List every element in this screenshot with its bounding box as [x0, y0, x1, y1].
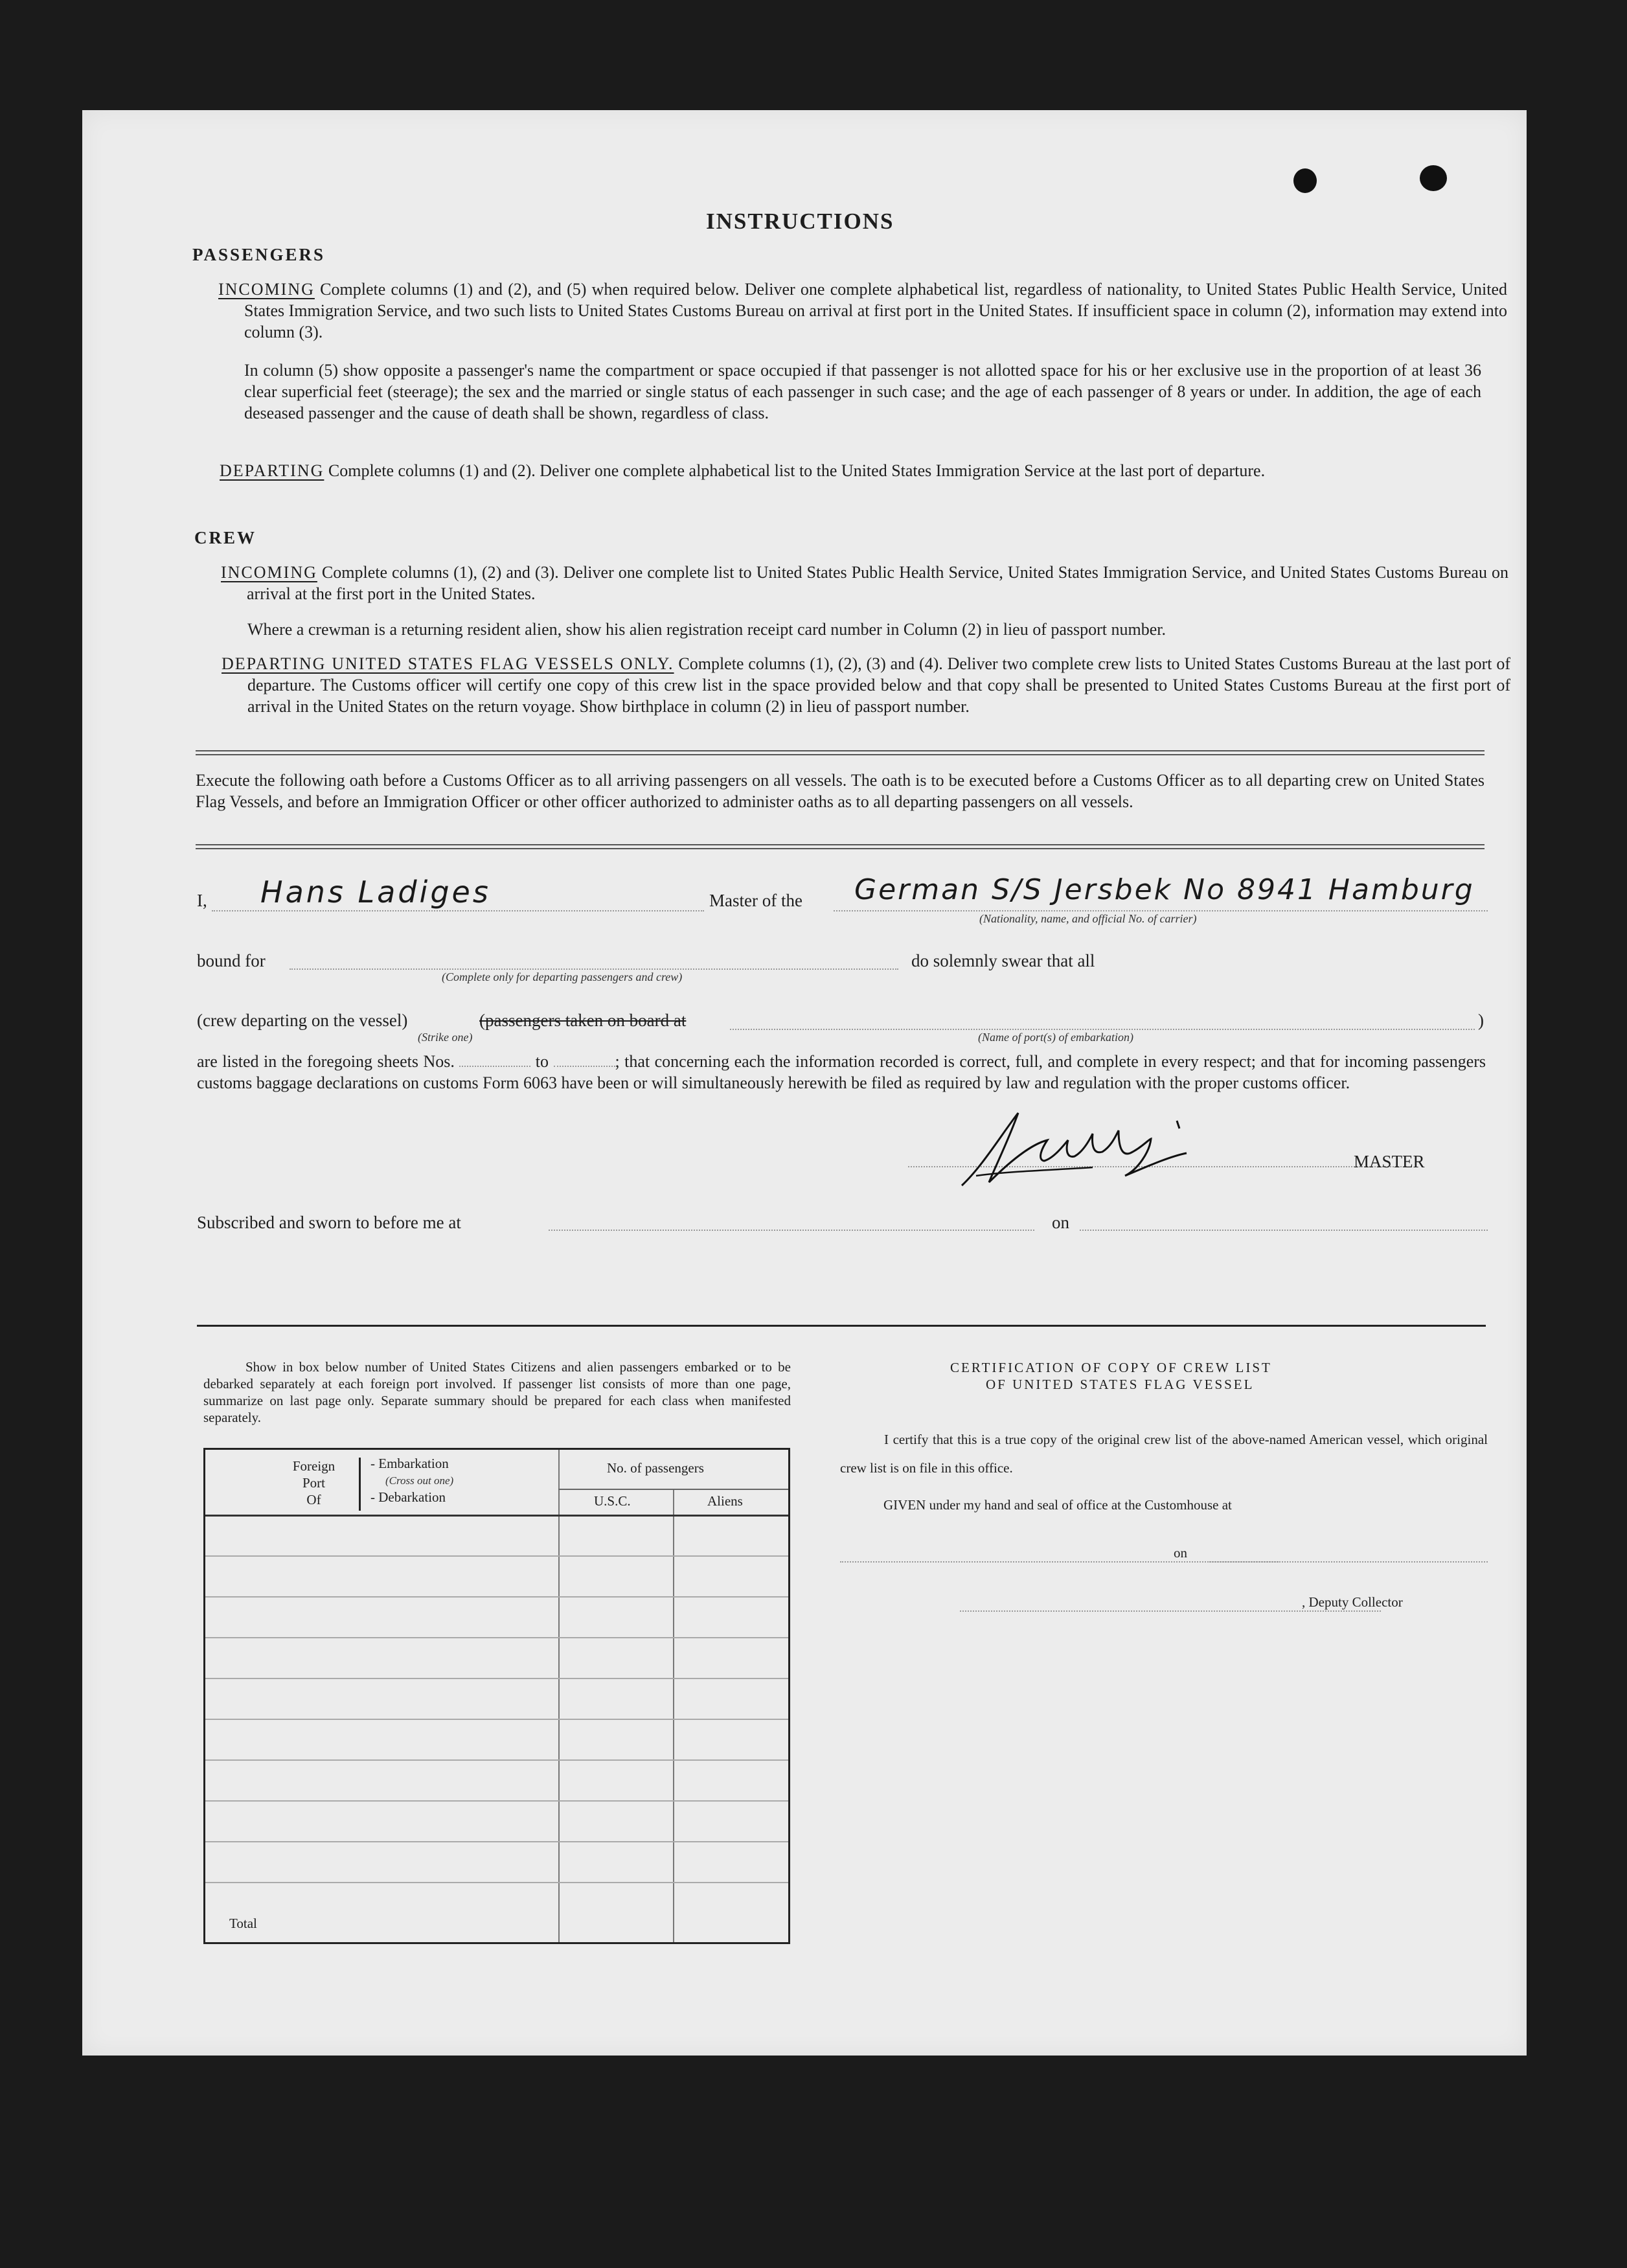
oath-listed-paragraph: [197, 1051, 1486, 1094]
summary-row: [205, 1719, 788, 1720]
total-label: Total: [229, 1916, 257, 1931]
aliens-column-header: Aliens: [707, 1493, 743, 1509]
of-word: Of: [306, 1492, 321, 1507]
summary-row: [205, 1759, 788, 1761]
swear-label: do solemnly swear that all: [911, 951, 1095, 970]
section-divider: [197, 1325, 1486, 1327]
passengers-departing-label: DEPARTING: [220, 461, 324, 480]
foreign-word: Foreign: [292, 1458, 336, 1474]
signature-svg: [957, 1095, 1203, 1192]
embarkation-ports-line: [730, 1029, 1475, 1030]
divider-double-1: [196, 750, 1485, 755]
summary-instructions: Show in box below number of United States Citizens and alien passengers embarked or to be debarked separately at each foreign port involved. If passenger list consists of more than one page, summarize on last page only. Separate summary should be prepared for each class when manifested separately.: [203, 1359, 791, 1425]
master-name-handwritten: Hans Ladiges: [260, 875, 491, 910]
passengers-option-struck: (passengers taken on board at: [479, 1011, 687, 1030]
summary-row: [205, 1555, 788, 1557]
summary-col-divider-2: [673, 1489, 674, 1942]
bound-for-label: bound for: [197, 951, 266, 970]
summary-row: [205, 1800, 788, 1802]
summary-table: [203, 1448, 790, 1944]
crew-departing-option: (crew departing on the vessel): [197, 1011, 408, 1030]
sworn-place-line: [549, 1230, 1034, 1231]
summary-row: [205, 1596, 788, 1598]
summary-row: [205, 1678, 788, 1679]
crew-heading: CREW: [194, 528, 257, 547]
vessel-line: [834, 910, 1488, 911]
passengers-departing-paragraph: [220, 460, 1507, 481]
ports-caption: (Name of port(s) of embarkation): [978, 1031, 1133, 1044]
passengers-departing-text: Complete columns (1) and (2). Deliver one complete alphabetical list to the United States Immigration Service at the last port of departure.: [328, 461, 1266, 480]
passengers-incoming-label: INCOMING: [218, 280, 315, 299]
punch-hole-left: [1293, 168, 1317, 193]
master-signature: [957, 1095, 1203, 1192]
crew-resident-paragraph: Where a crewman is a returning resident alien, show his alien registration receipt card number in Column (2) in lieu of passport number.: [247, 620, 1166, 639]
listed-rest: ; that concerning each the information recorded is correct, full, and complete in every respect; and that for incoming passengers customs baggage declarations on customs Form 6063 have been or will simultaneously herewith be filed as required by law and regulation with the proper customs officer.: [197, 1052, 1486, 1092]
port-word: Port: [302, 1475, 325, 1491]
bound-for-line: [290, 968, 898, 970]
master-label: MASTER: [1354, 1152, 1425, 1171]
summary-row: [205, 1882, 788, 1883]
sheet-to-field[interactable]: [554, 1066, 615, 1067]
deputy-collector-label: , Deputy Collector: [1302, 1594, 1403, 1610]
oath-i-label: I,: [197, 891, 207, 910]
sheet-from-field[interactable]: [459, 1066, 530, 1067]
summary-header-rule: [205, 1515, 788, 1517]
usc-column-header: U.S.C.: [594, 1493, 631, 1509]
document-page: [82, 110, 1527, 2056]
no-passengers-label: No. of passengers: [607, 1460, 704, 1476]
master-name-line: [212, 910, 704, 911]
passengers-column5-paragraph: In column (5) show opposite a passenger's name the compartment or space occupied if that passenger is not allotted space for his or her exclusive use in the proportion of at least 36 clear superficial feet (steerage); the sex and the married or single status of each passenger in such case; and the age of each passenger of 8 years or under. In addition, the age of each deseased passenger and the cause of death shall be shown, regardless of class.: [244, 361, 1481, 422]
embarkation-label: - Embarkation: [370, 1456, 449, 1471]
summary-col-divider-1: [558, 1450, 560, 1942]
oath-instructions: Execute the following oath before a Customs Officer as to all arriving passengers on all vessels. The oath is to be executed before a Customs Officer as to all departing crew on United States Flag Vessels, and before an Immigration Officer or other officer authorized to administer oaths as to all departing passengers on all vessels.: [196, 771, 1485, 811]
crew-incoming-label: INCOMING: [221, 563, 317, 582]
sworn-on-label: on: [1052, 1213, 1069, 1232]
master-of-label: Master of the: [709, 891, 802, 910]
summary-row: [205, 1637, 788, 1638]
passengers-incoming-paragraph: [218, 279, 1507, 343]
certification-date-line: [1209, 1561, 1488, 1563]
foreign-port-bracket: [359, 1458, 361, 1511]
divider-double-2: [196, 844, 1485, 849]
paren-close: ): [1478, 1011, 1484, 1030]
certification-on-label: on: [1174, 1545, 1187, 1561]
certification-text: I certify that this is a true copy of the original crew list of the above-named American vessel, which original crew list is on file in this office.: [840, 1432, 1488, 1476]
deputy-collector-line: [960, 1610, 1381, 1612]
summary-row: [205, 1841, 788, 1842]
to-label: to: [535, 1052, 549, 1071]
strike-one-caption: (Strike one): [418, 1031, 473, 1044]
crew-departing-paragraph: [222, 653, 1510, 717]
crew-incoming-text: Complete columns (1), (2) and (3). Deliver one complete list to United States Public Health Service, United States Immigration Service, and United States Customs Bureau on arrival at the first port in the United States.: [247, 563, 1508, 603]
vessel-caption: (Nationality, name, and official No. of carrier): [979, 912, 1197, 925]
passengers-heading: PASSENGERS: [192, 245, 326, 264]
debarkation-label: - Debarkation: [370, 1489, 446, 1505]
page-title: INSTRUCTIONS: [706, 209, 894, 234]
listed-prefix: are listed in the foregoing sheets Nos.: [197, 1052, 455, 1071]
passengers-incoming-text: Complete columns (1) and (2), and (5) when required below. Deliver one complete alphabetical list, regardless of nationality, to United States Public Health Service, United States Immigration Service, and two such lists to United States Customs Bureau on arrival at first port in the United States. If insufficient space in column (2), information may extend into column (3).: [244, 280, 1508, 341]
vessel-handwritten: German S/S Jersbek No 8941 Hamburg: [854, 873, 1475, 906]
crew-departing-label: DEPARTING UNITED STATES FLAG VESSELS ONLY.: [222, 654, 674, 673]
subscribed-label: Subscribed and sworn to before me at: [197, 1213, 461, 1232]
certification-heading-1: CERTIFICATION OF COPY OF CREW LIST: [950, 1360, 1272, 1375]
certification-heading-2: OF UNITED STATES FLAG VESSEL: [986, 1377, 1255, 1392]
summary-header-rule-sub: [558, 1489, 788, 1490]
certification-given-text: GIVEN under my hand and seal of office at the Customhouse at: [883, 1497, 1232, 1513]
punch-hole-right: [1420, 165, 1447, 191]
bound-for-caption: (Complete only for departing passengers and crew): [442, 970, 683, 983]
crew-departing-text: Complete columns (1), (2), (3) and (4). Deliver two complete crew lists to United States Customs Bureau at the last port of departure. The Customs officer will certify one copy of this crew list in the space provided below and that copy shall be presented to United States Customs Bureau at the first port of arrival in the United States on the return voyage. Show birthplace in column (2) in lieu of passport number.: [247, 654, 1510, 716]
foreign-port-label: [277, 1458, 351, 1508]
crew-incoming-paragraph: [221, 562, 1508, 604]
cross-out-label: (Cross out one): [385, 1474, 454, 1487]
sworn-date-line: [1080, 1230, 1488, 1231]
